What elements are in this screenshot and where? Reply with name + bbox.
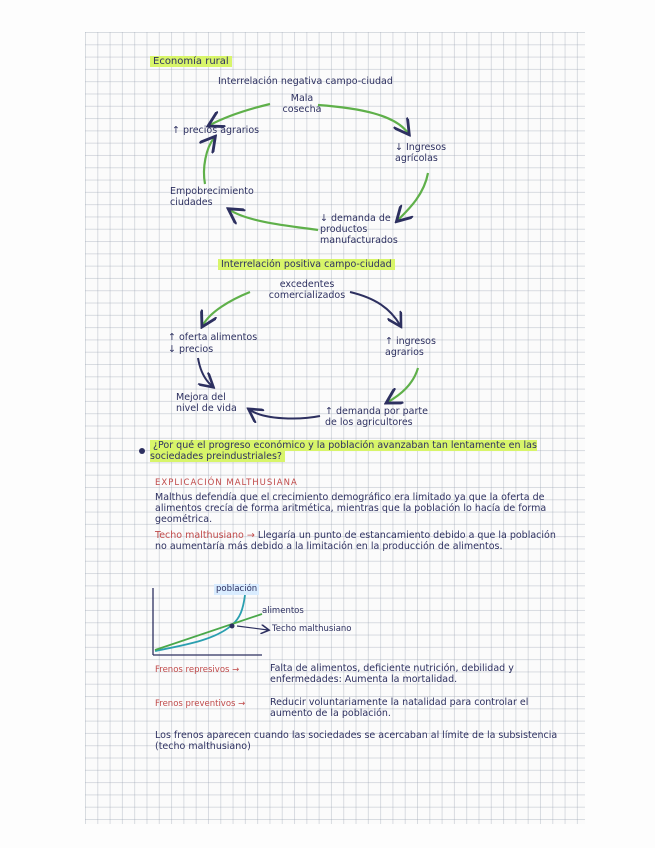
question-text: ¿Por qué el progreso económico y la población avanzaban tan lentamente en las sociedades preindustriales? [150, 440, 537, 462]
techo-paragraph [155, 530, 565, 552]
diagram2-top-node: excedentes comercializados [268, 279, 346, 301]
frenos-preventivos-label: Frenos preventivos → [155, 699, 246, 709]
explanation-heading: EXPLICACIÓN MALTHUSIANA [155, 478, 298, 488]
frenos-conclusion: Los frenos aparecen cuando las sociedades se acercaban al límite de la subsistencia (techo malthusiano) [155, 730, 558, 752]
frenos-preventivos-text: Reducir voluntariamente la natalidad para controlar el aumento de la población. [270, 697, 529, 719]
techo-text: Llegaría un punto de estancamiento debido a que la población no aumentaría más debido a la limitación en la producción de alimentos. [155, 530, 556, 552]
diagram2-left-top-node-2: ↓ precios [168, 344, 214, 355]
diagram1-left-bottom-node: Empobrecimiento ciudades [170, 186, 254, 208]
diagram1-left-top-node: ↑ precios agrarios [172, 125, 260, 136]
chart-label-food: alimentos [262, 606, 304, 616]
diagram1-bottom-node: ↓ demanda de productos manufacturados [320, 213, 398, 246]
frenos-represivos-label: Frenos represivos → [155, 665, 240, 675]
techo-label: Techo malthusiano → [155, 530, 255, 541]
diagram1-top-node: Mala cosecha [282, 93, 322, 115]
chart-label-ceiling: Techo malthusiano [272, 624, 352, 634]
diagram2-right-node: ↑ ingresos agrarios [385, 336, 436, 358]
diagram1-heading: Interrelación negativa campo-ciudad [218, 76, 393, 87]
diagram1-right-node: ↓ Ingresos agrícolas [395, 142, 447, 164]
chart-label-population: población [216, 584, 258, 594]
explanation-paragraph: Malthus defendía que el crecimiento demográfico era limitado ya que la oferta de alimentos crecía de forma aritmética, mientras que la población lo hacía de forma geométrica. [155, 492, 547, 525]
frenos-represivos-text: Falta de alimentos, deficiente nutrición, debilidad y enfermedades: Aumenta la mortalidad. [270, 663, 514, 685]
page-title: Economía rural [150, 56, 232, 67]
diagram2-left-top-node-1: ↑ oferta alimentos [168, 332, 258, 343]
diagram2-bottom-node: ↑ demanda por parte de los agricultores [325, 406, 428, 428]
diagram2-left-bottom-node: Mejora del nivel de vida [176, 392, 237, 414]
diagram2-heading: Interrelación positiva campo-ciudad [218, 259, 395, 270]
